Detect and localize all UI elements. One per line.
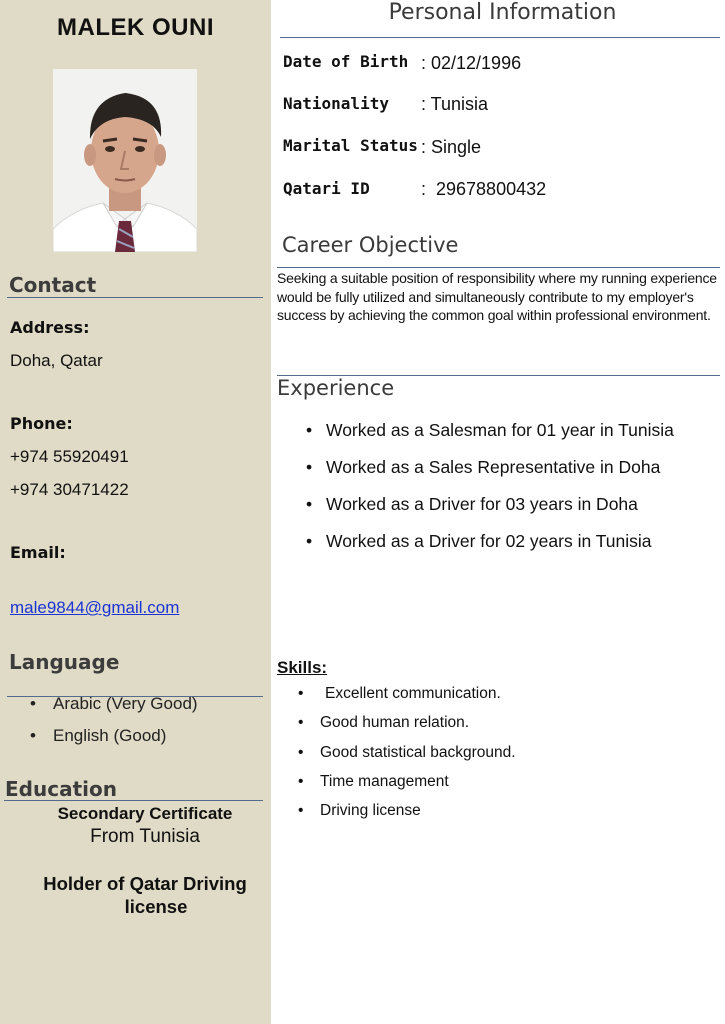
dob-label: Date of Birth xyxy=(283,52,409,71)
email-link[interactable]: male9844@gmail.com xyxy=(10,598,180,617)
language-item: • English (Good) xyxy=(0,722,198,754)
career-objective-text: Seeking a suitable position of responsibility where my running experience would be fully utilized and simultaneously contribute to my employer's success by achieving the common goal within professional environment. xyxy=(277,270,717,323)
skill-item: • Good human relation. xyxy=(0,710,516,739)
candidate-name: MALEK OUNI xyxy=(57,14,214,41)
contact-divider xyxy=(7,297,263,298)
marital-status-value: : Single xyxy=(421,137,482,157)
career-objective-heading: Career Objective xyxy=(282,233,459,257)
career-objective-divider xyxy=(277,267,720,268)
education-certificate: Secondary Certificate xyxy=(57,804,233,823)
language-heading: Language xyxy=(9,650,120,674)
education-origin: From Tunisia xyxy=(90,826,200,847)
personal-info-divider xyxy=(280,37,720,38)
qatari-id-value: : 29678800432 xyxy=(421,179,547,199)
contact-heading: Contact xyxy=(9,273,97,297)
language-item: • Arabic (Very Good) xyxy=(0,690,198,722)
experience-item: • Worked as a Driver for 02 years in Tunisia xyxy=(0,527,674,564)
experience-item: • Worked as a Driver for 03 years in Doha xyxy=(0,490,674,527)
skill-item: • Good statistical background. xyxy=(0,740,516,769)
education-heading: Education xyxy=(5,777,117,801)
skills-heading: Skills: xyxy=(277,658,328,677)
experience-heading: Experience xyxy=(277,376,395,400)
education-license-line2: license xyxy=(124,896,188,917)
skill-item: • Driving license xyxy=(0,798,516,827)
experience-list xyxy=(0,416,674,564)
dob-value: : 02/12/1996 xyxy=(421,53,522,73)
nationality-label: Nationality xyxy=(283,94,389,113)
phone-2: +974 30471422 xyxy=(10,480,129,499)
address-value: Doha, Qatar xyxy=(10,351,103,370)
email-label: Email: xyxy=(10,543,66,562)
address-label: Address: xyxy=(10,318,90,337)
profile-photo xyxy=(53,69,197,252)
nationality-value: : Tunisia xyxy=(421,94,489,114)
phone-label: Phone: xyxy=(10,414,73,433)
education-license-line1: Holder of Qatar Driving xyxy=(43,873,247,894)
personal-info-heading: Personal Information xyxy=(388,0,617,25)
skill-item: • Excellent communication. xyxy=(0,681,516,710)
qatari-id-label: Qatari ID xyxy=(283,179,370,198)
skills-list xyxy=(0,681,516,827)
marital-status-label: Marital Status xyxy=(283,136,418,155)
skill-item: • Time management xyxy=(0,769,516,798)
phone-1: +974 55920491 xyxy=(10,447,129,466)
experience-item: • Worked as a Salesman for 01 year in Tunisia xyxy=(0,416,674,453)
experience-item: • Worked as a Sales Representative in Doha xyxy=(0,453,674,490)
